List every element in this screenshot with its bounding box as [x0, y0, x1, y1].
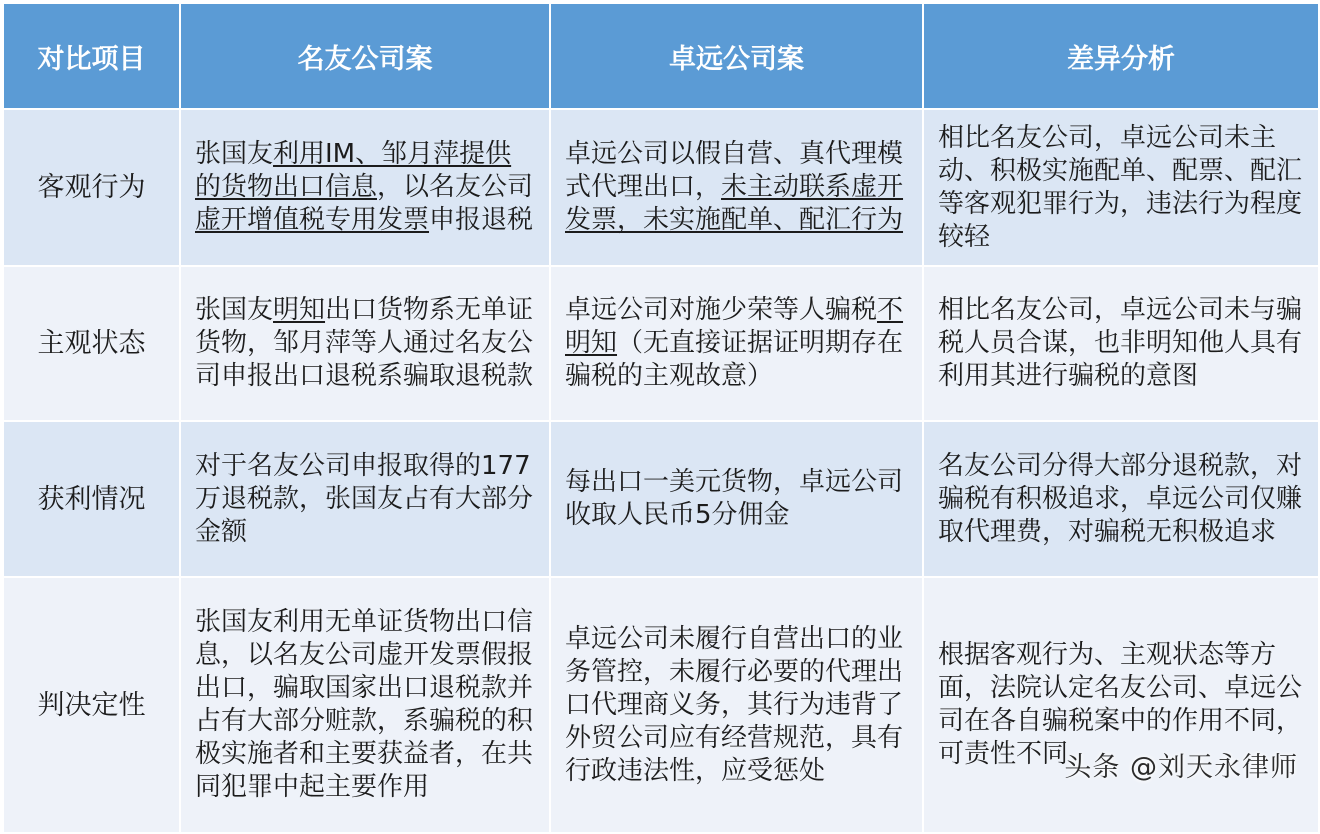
- underlined-segment: 未主动联系虚开发票，未实施配单、配汇行为: [565, 172, 904, 235]
- zhuoyuan-cell: [550, 266, 923, 421]
- text-segment: 张国友利用无单证货物出口信息，以名友公司虚开发票假报出口，骗取国家出口退税款并占有大部分赃款，系骗税的积极实施者和主要获益者，在共同犯罪中起主要作用: [195, 607, 534, 802]
- analysis-cell: 名友公司分得大部分退税款，对骗税有积极追求，卓远公司仅赚取代理费，对骗税无积极追求: [923, 421, 1319, 577]
- text-segment: 对于名友公司申报取得的177万退税款，张国友占有大部分金额: [195, 450, 534, 547]
- text-segment: 卓远公司对施少荣等人骗税: [565, 295, 878, 325]
- zhuoyuan-cell: [550, 577, 923, 833]
- header-difference-analysis: 差异分析: [923, 3, 1319, 109]
- text-segment: ，以名友公司: [377, 172, 534, 202]
- comparison-table: [2, 2, 1320, 834]
- mingyou-cell: [180, 266, 550, 421]
- zhuoyuan-cell: [550, 109, 923, 266]
- table-row: [3, 266, 1319, 421]
- underlined-segment: 不明知: [565, 295, 904, 358]
- text-segment: 卓远公司未履行自营出口的业务管控，未履行必要的代理出口代理商义务，其行为违背了外贸公司应有经营规范，具有行政违法性，应受惩处: [565, 623, 904, 786]
- text-segment: 张国友: [195, 139, 274, 169]
- table-row: [3, 577, 1319, 833]
- header-mingyou-case: 名友公司案: [180, 3, 550, 109]
- mingyou-cell: [180, 421, 550, 577]
- analysis-cell: 相比名友公司，卓远公司未主动、积极实施配单、配票、配汇等客观犯罪行为，违法行为程度较轻: [923, 109, 1319, 266]
- mingyou-cell: [180, 577, 550, 833]
- table-row: [3, 109, 1319, 266]
- underlined-segment: 虚开增值税专用发票: [195, 205, 430, 235]
- zhuoyuan-cell: [550, 421, 923, 577]
- row-item-label: 获利情况: [3, 421, 180, 577]
- analysis-cell: 相比名友公司，卓远公司未与骗税人员合谋，也非明知他人具有利用其进行骗税的意图: [923, 266, 1319, 421]
- text-segment: 卓远公司以假自营、真代理模式代理出口，: [565, 139, 904, 202]
- header-compare-item: 对比项目: [3, 3, 180, 109]
- text-segment: 出口货物系无单证货物，邹月萍等人通过名友公司申报出口退税系骗取退税款: [195, 295, 534, 391]
- header-zhuoyuan-case: 卓远公司案: [550, 3, 923, 109]
- header-row: [3, 3, 1319, 109]
- mingyou-cell: [180, 109, 550, 266]
- row-item-label: 客观行为: [3, 109, 180, 266]
- underlined-segment: 明知: [273, 295, 326, 325]
- text-segment: （无直接证据证明期存在骗税的主观故意）: [565, 328, 904, 391]
- analysis-cell: 根据客观行为、主观状态等方面，法院认定名友公司、卓远公司在各自骗税案中的作用不同，可责性不同: [923, 577, 1319, 833]
- text-segment: 张国友: [195, 295, 274, 325]
- table-row: [3, 421, 1319, 577]
- row-item-label: 判决定性: [3, 577, 180, 833]
- text-segment: 每出口一美元货物，卓远公司收取人民币5分佣金: [565, 467, 904, 530]
- watermark: 头条 @刘天永律师: [1064, 752, 1298, 783]
- row-item-label: 主观状态: [3, 266, 180, 421]
- underlined-segment: 利用IM、邹月萍提供的货物出口信息: [195, 139, 512, 202]
- text-segment: 申报退税: [429, 205, 534, 235]
